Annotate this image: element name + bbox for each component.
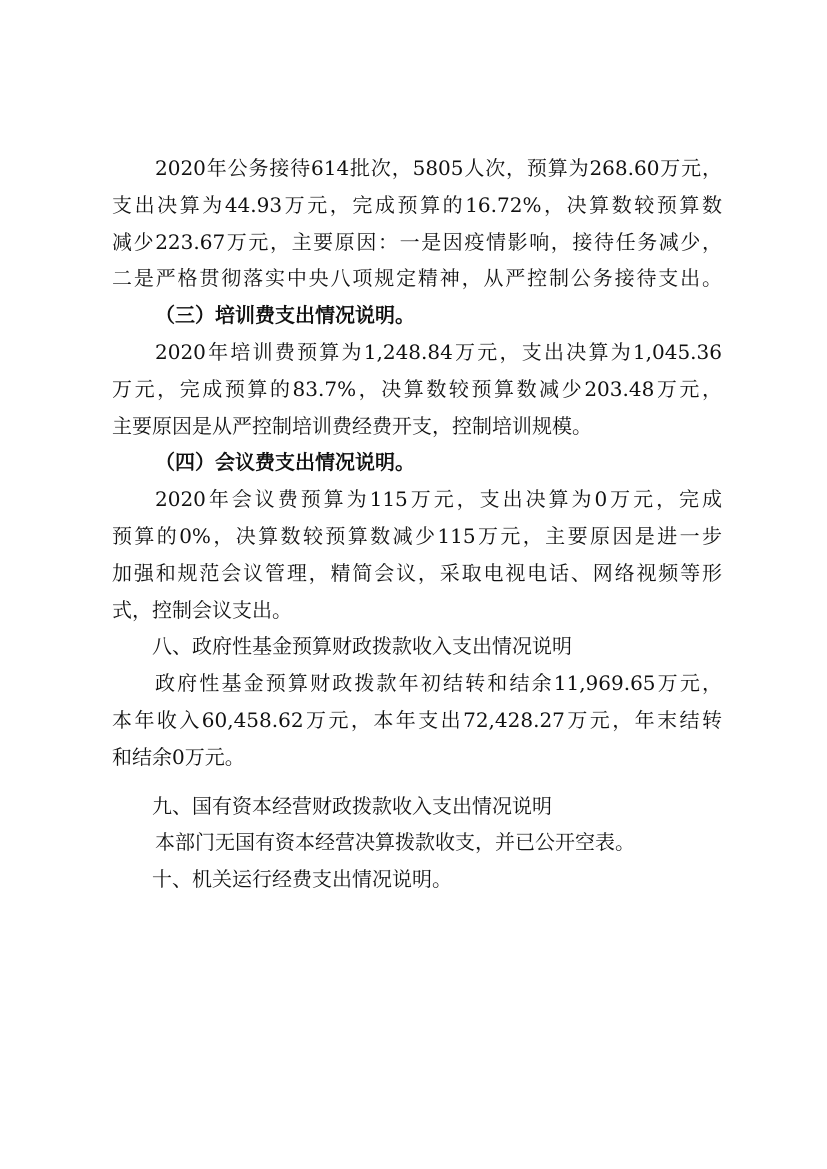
text-line: 2020年培训费预算为1,248.84万元，支出决算为1,045.36	[155, 339, 722, 364]
text-line: 加强和规范会议管理，精简会议，采取电视电话、网络视频等形	[112, 560, 722, 585]
training-heading: （三）培训费支出情况说明。	[155, 303, 415, 328]
text-line: 本部门无国有资本经营决算拨款收支，并已公开空表。	[155, 830, 635, 855]
text-line: 本年收入60,458.62万元，本年支出72,428.27万元，年末结转	[112, 707, 722, 732]
document-page	[112, 150, 722, 898]
meeting-heading: （四）会议费支出情况说明。	[155, 450, 415, 475]
text-line: 减少223.67万元，主要原因：一是因疫情影响，接待任务减少，	[112, 229, 722, 254]
reception-paragraph	[112, 150, 722, 297]
text-line: 预算的0%，决算数较预算数减少115万元，主要原因是进一步	[112, 523, 722, 548]
meeting-paragraph	[112, 481, 722, 628]
text-line: 二是严格贯彻落实中央八项规定精神，从严控制公务接待支出。	[112, 266, 722, 291]
text-line: 支出决算为44.93万元，完成预算的16.72%，决算数较预算数	[112, 192, 722, 217]
section-8-heading: 八、政府性基金预算财政拨款收入支出情况说明	[152, 634, 572, 659]
text-line: 主要原因是从严控制培训费经费开支，控制培训规模。	[112, 413, 592, 438]
section-9-paragraph	[112, 824, 722, 861]
training-paragraph	[112, 334, 722, 444]
text-line: 政府性基金预算财政拨款年初结转和结余11,969.65万元，	[155, 671, 722, 696]
section-8-paragraph	[112, 665, 722, 775]
paragraph-gap	[112, 776, 722, 788]
text-line: 式，控制会议支出。	[112, 597, 292, 622]
section-10-heading: 十、机关运行经费支出情况说明。	[152, 867, 452, 892]
text-line: 万元，完成预算的83.7%，决算数较预算数减少203.48万元，	[112, 376, 722, 401]
text-line: 2020年会议费预算为115万元，支出决算为0万元，完成	[155, 487, 722, 512]
text-line: 2020年公务接待614批次，5805人次，预算为268.60万元，	[155, 156, 722, 180]
section-9-heading: 九、国有资本经营财政拨款收入支出情况说明	[152, 793, 552, 818]
text-line: 和结余0万元。	[112, 744, 245, 769]
